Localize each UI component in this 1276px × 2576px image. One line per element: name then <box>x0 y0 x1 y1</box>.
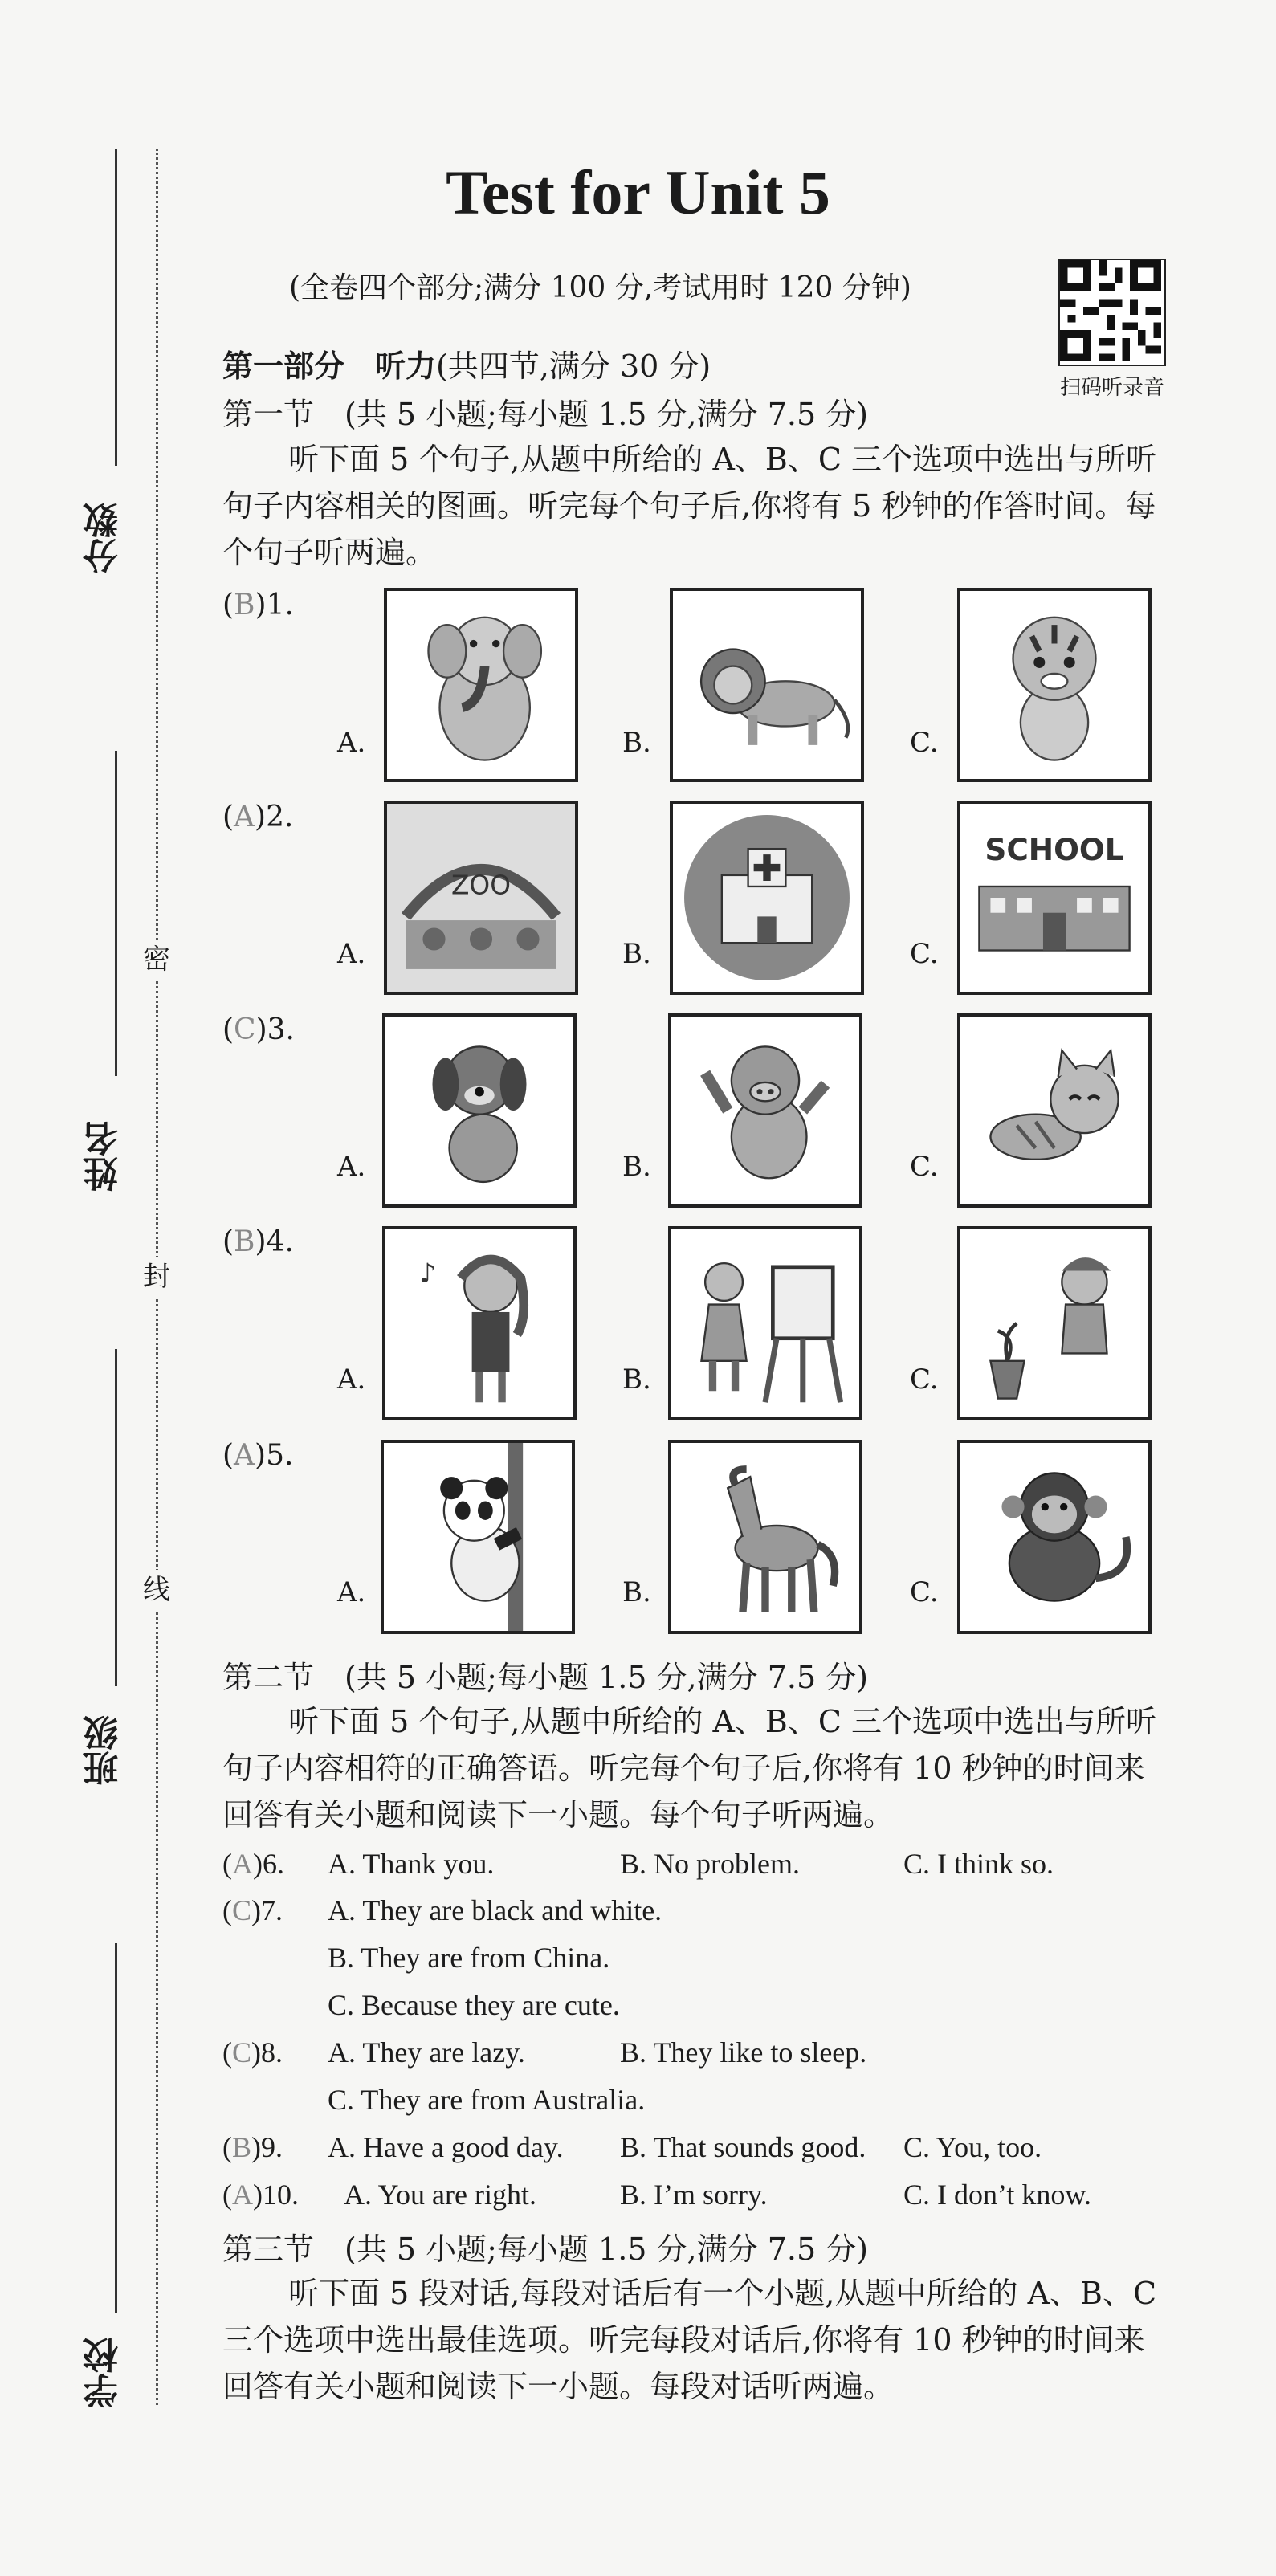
zoo-sign-text: ZOO <box>451 870 511 901</box>
answer-9: B <box>232 2131 252 2163</box>
question-3-number: 3. <box>267 1013 295 1046</box>
margin-line-2 <box>115 751 117 1076</box>
question-3-label: (C)3. <box>222 1013 295 1046</box>
q6-option-c: C. I think so. <box>903 1848 1054 1880</box>
question-8: (C)8. <box>222 2036 283 2069</box>
q7-option-c: C. Because they are cute. <box>328 1989 620 2021</box>
question-4-label: (B)4. <box>222 1225 294 1258</box>
answer-8: C <box>232 2036 252 2069</box>
question-4-number: 4. <box>266 1225 294 1258</box>
seal-char-feng: 封 <box>137 1257 177 1297</box>
q4-option-a: A. <box>337 1363 366 1396</box>
school-sign-text: SCHOOL <box>985 832 1124 868</box>
q9-option-c: C. You, too. <box>903 2131 1042 2163</box>
q1-option-c: C. <box>910 727 939 759</box>
question-10-number: 10. <box>263 2179 299 2211</box>
section3-heading: 第三节 (共 5 小题;每小题 1.5 分,满分 7.5 分) <box>222 2232 869 2267</box>
q3-option-b: B. <box>622 1151 651 1183</box>
q3-option-a: A. <box>337 1151 366 1183</box>
qr-caption: 扫码听录音 <box>1059 376 1164 400</box>
painting-picture[interactable] <box>668 1226 862 1420</box>
answer-5: A <box>234 1439 255 1472</box>
q2-option-c: C. <box>910 938 939 970</box>
q3-option-c: C. <box>910 1151 939 1183</box>
lion-picture[interactable] <box>670 588 864 782</box>
q8-option-b: B. They like to sleep. <box>620 2036 867 2069</box>
q4-option-c: C. <box>910 1363 939 1396</box>
q5-option-a: A. <box>337 1576 366 1608</box>
q5-option-b: B. <box>622 1576 651 1608</box>
question-1-label: (B)1. <box>222 589 294 622</box>
q8-option-a: A. They are lazy. <box>328 2036 525 2069</box>
answer-4: B <box>234 1225 255 1258</box>
part1-heading <box>222 341 711 385</box>
margin-label-name: 姓名 <box>84 1121 124 1192</box>
answer-3: C <box>234 1013 256 1046</box>
q10-option-b: B. I’m sorry. <box>620 2179 768 2211</box>
seal-char-xian: 线 <box>137 1570 177 1610</box>
q1-option-a: A. <box>337 727 366 759</box>
monkey-picture[interactable] <box>957 1440 1152 1634</box>
question-7: (C)7. <box>222 1894 283 1926</box>
qr-code-icon[interactable] <box>1058 259 1166 366</box>
q2-option-a: A. <box>337 938 366 970</box>
q8-option-c: C. They are from Australia. <box>328 2084 646 2116</box>
answer-7: C <box>232 1894 252 1926</box>
seal-char-mi: 密 <box>137 940 177 980</box>
planting-picture[interactable] <box>957 1226 1152 1420</box>
question-2-label: (A)2. <box>222 801 294 834</box>
q6-option-b: B. No problem. <box>620 1848 800 1880</box>
dog-picture[interactable] <box>382 1013 577 1208</box>
answer-10: A <box>232 2179 253 2211</box>
q2-option-b: B. <box>622 938 651 970</box>
question-1-number: 1. <box>266 589 294 622</box>
singing-picture[interactable] <box>382 1226 577 1420</box>
section2-instructions: 听下面 5 个句子,从题中所给的 A、B、C 三个选项中选出与所听句子内容相符的正确答语。听完每个句子后,你将有 10 秒钟的时间来回答有关小题和阅读下一小题。每个句子听两遍。 <box>222 1704 1157 1832</box>
margin-label-school: 学校 <box>84 2338 124 2408</box>
q5-option-c: C. <box>910 1576 939 1608</box>
page-subtitle: (全卷四个部分;满分 100 分,考试用时 120 分钟) <box>289 271 911 304</box>
zoo-picture[interactable] <box>384 801 578 995</box>
question-5-number: 5. <box>266 1439 294 1472</box>
svg-text:♪: ♪ <box>419 1257 437 1289</box>
question-9: (B)9. <box>222 2131 283 2163</box>
panda-picture[interactable] <box>381 1440 575 1634</box>
section3-instructions: 听下面 5 段对话,每段对话后有一个小题,从题中所给的 A、B、C 三个选项中选出最佳选项。听完每段对话后,你将有 10 秒钟的时间来回答有关小题和阅读下一小题。每段对话听两遍。 <box>222 2276 1157 2404</box>
part1-heading-rest: (共四节,满分 30 分) <box>436 348 711 384</box>
q4-option-b: B. <box>622 1363 651 1396</box>
question-6: (A)6. <box>222 1848 284 1880</box>
question-2-number: 2. <box>266 801 294 834</box>
question-7-number: 7. <box>261 1894 283 1926</box>
margin-label-score: 分数 <box>84 503 124 573</box>
pig-picture[interactable] <box>668 1013 862 1208</box>
q10-option-a: A. You are right. <box>344 2179 536 2211</box>
question-6-number: 6. <box>263 1848 284 1880</box>
school-picture[interactable] <box>957 801 1152 995</box>
question-8-number: 8. <box>261 2036 283 2069</box>
q9-option-a: A. Have a good day. <box>328 2131 564 2163</box>
margin-line-3 <box>115 1349 117 1686</box>
cat-picture[interactable] <box>957 1013 1152 1208</box>
section1-heading: 第一节 (共 5 小题;每小题 1.5 分,满分 7.5 分) <box>222 397 869 432</box>
answer-1: B <box>234 589 255 622</box>
answer-2: A <box>234 801 255 834</box>
q7-option-a: A. They are black and white. <box>328 1894 662 1926</box>
section2-heading: 第二节 (共 5 小题;每小题 1.5 分,满分 7.5 分) <box>222 1660 869 1695</box>
section1-instructions: 听下面 5 个句子,从题中所给的 A、B、C 三个选项中选出与所听句子内容相关的图画。听完每个句子后,你将有 5 秒钟的作答时间。每个句子听两遍。 <box>222 442 1157 570</box>
page-title: Test for Unit 5 <box>446 157 830 227</box>
question-9-number: 9. <box>261 2131 283 2163</box>
part1-heading-bold: 第一部分 听力 <box>222 348 437 384</box>
margin-line-4 <box>115 1943 117 2313</box>
q9-option-b: B. That sounds good. <box>620 2131 866 2163</box>
horse-picture[interactable] <box>668 1440 862 1634</box>
margin-label-class: 班级 <box>84 1715 124 1786</box>
q1-option-b: B. <box>622 727 651 759</box>
hospital-picture[interactable] <box>670 801 864 995</box>
tiger-picture[interactable] <box>957 588 1152 782</box>
answer-6: A <box>232 1848 253 1880</box>
q7-option-b: B. They are from China. <box>328 1942 610 1974</box>
q10-option-c: C. I don’t know. <box>903 2179 1091 2211</box>
q6-option-a: A. Thank you. <box>328 1848 495 1880</box>
elephant-picture[interactable] <box>384 588 578 782</box>
question-5-label: (A)5. <box>222 1439 294 1472</box>
question-10: (A)10. <box>222 2179 299 2211</box>
